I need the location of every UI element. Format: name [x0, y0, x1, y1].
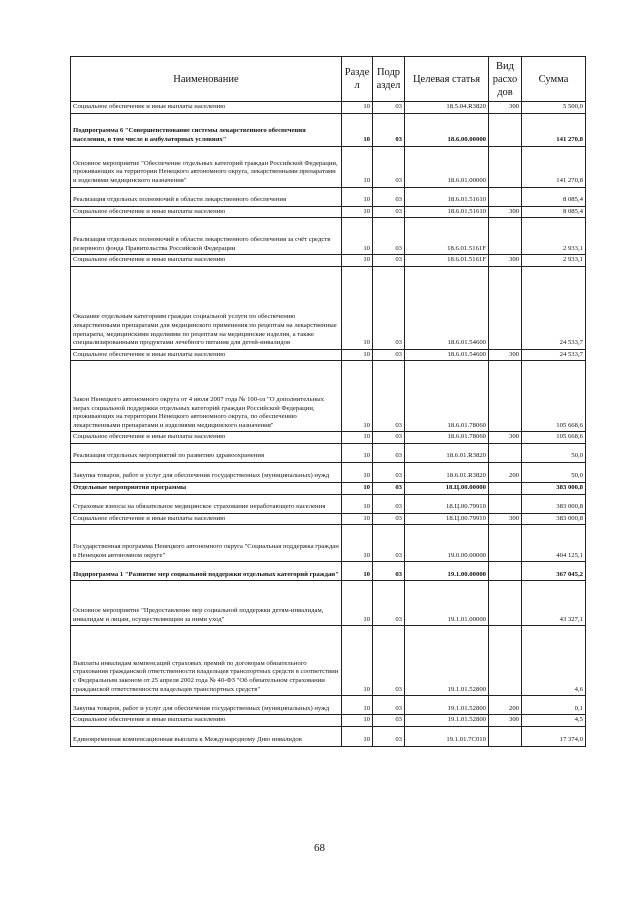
row-name: Социальное обеспечение и иные выплаты населению: [71, 255, 342, 267]
table-row: [71, 482, 586, 494]
row-target-article: 18.Ц.00.00000: [405, 482, 489, 494]
row-section: 10: [342, 146, 373, 187]
table-row: [71, 349, 586, 361]
row-amount: 2 933,1: [522, 255, 586, 267]
row-expense-type: 300: [489, 513, 522, 525]
row-section: 10: [342, 187, 373, 206]
row-target-article: 18.6.00.00000: [405, 113, 489, 146]
row-name: Социальное обеспечение и иные выплаты населению: [71, 715, 342, 727]
row-subsection: 03: [373, 443, 405, 462]
row-name: Реализация отдельных полномочий в области лекарственного обеспечения: [71, 187, 342, 206]
row-name: Основное мероприятие "Предоставление мер социальной поддержки детям-инвалидам, инвалидам и лицам, осуществляющим за ними уход": [71, 581, 342, 626]
row-target-article: 19.0.00.00000: [405, 525, 489, 562]
row-subsection: 03: [373, 113, 405, 146]
table-row: [71, 562, 586, 581]
row-section: 10: [342, 113, 373, 146]
row-amount: 105 668,6: [522, 432, 586, 444]
row-amount: 383 000,8: [522, 494, 586, 513]
row-amount: 4,5: [522, 715, 586, 727]
row-name: Реализация отдельных полномочий в области лекарственного обеспечения за счёт средств резервного фонда Правительства Российской Федерации: [71, 218, 342, 255]
row-expense-type: [489, 146, 522, 187]
row-expense-type: 200: [489, 696, 522, 715]
row-amount: 383 000,8: [522, 482, 586, 494]
row-expense-type: [489, 218, 522, 255]
row-expense-type: [489, 361, 522, 432]
row-amount: 24 533,7: [522, 349, 586, 361]
row-amount: 383 000,8: [522, 513, 586, 525]
row-subsection: 03: [373, 696, 405, 715]
table-row: [71, 102, 586, 114]
row-expense-type: [489, 443, 522, 462]
row-subsection: 03: [373, 626, 405, 696]
row-subsection: 03: [373, 255, 405, 267]
table-row: [71, 266, 586, 349]
row-amount: 8 085,4: [522, 187, 586, 206]
row-section: 10: [342, 696, 373, 715]
row-name: Отдельные мероприятия программы: [71, 482, 342, 494]
row-target-article: 19.1.01.52800: [405, 696, 489, 715]
budget-table: [70, 56, 586, 747]
row-expense-type: 300: [489, 432, 522, 444]
row-subsection: 03: [373, 146, 405, 187]
row-subsection: 03: [373, 187, 405, 206]
row-name: Единовременная компенсационная выплата к Международному Дню инвалидов: [71, 726, 342, 746]
row-name: Реализация отдельных мероприятий по развитию здравоохранения: [71, 443, 342, 462]
table-row: [71, 726, 586, 746]
table-row: [71, 513, 586, 525]
row-target-article: 18.6.01.51610: [405, 206, 489, 218]
row-subsection: 03: [373, 266, 405, 349]
table-row: [71, 255, 586, 267]
row-amount: 43 327,1: [522, 581, 586, 626]
row-target-article: 19.1.01.52800: [405, 715, 489, 727]
row-expense-type: [489, 562, 522, 581]
row-target-article: 18.6.01.78060: [405, 432, 489, 444]
header-name: Наименование: [71, 57, 342, 102]
table-row: [71, 443, 586, 462]
row-target-article: 18.6.01.R3820: [405, 443, 489, 462]
row-name: Социальное обеспечение и иные выплаты населению: [71, 513, 342, 525]
row-expense-type: 300: [489, 349, 522, 361]
row-target-article: 19.1.01.7С010: [405, 726, 489, 746]
row-section: 10: [342, 462, 373, 482]
row-expense-type: [489, 187, 522, 206]
row-expense-type: 300: [489, 102, 522, 114]
row-section: 10: [342, 581, 373, 626]
row-section: 10: [342, 361, 373, 432]
row-name: Закон Ненецкого автономного округа от 4 июля 2007 года № 100-оз "О дополнительных мерах социальной поддержки отдельных категорий граждан Российской Федерации, проживающих на территории Ненецкого автономного округа, по обеспечению лекарственными препаратами и изделиями медицинского назначения": [71, 361, 342, 432]
row-amount: 50,0: [522, 443, 586, 462]
table-header-row: [71, 57, 586, 102]
row-expense-type: [489, 726, 522, 746]
row-name: Социальное обеспечение и иные выплаты населению: [71, 349, 342, 361]
table-row: [71, 626, 586, 696]
row-target-article: 19.1.00.00000: [405, 562, 489, 581]
row-amount: 4,6: [522, 626, 586, 696]
row-expense-type: [489, 525, 522, 562]
table-row: [71, 361, 586, 432]
row-subsection: 03: [373, 361, 405, 432]
row-section: 10: [342, 715, 373, 727]
row-subsection: 03: [373, 432, 405, 444]
table-row: [71, 581, 586, 626]
table-row: [71, 218, 586, 255]
row-subsection: 03: [373, 218, 405, 255]
table-row: [71, 146, 586, 187]
row-target-article: 19.1.01.00000: [405, 581, 489, 626]
row-target-article: 18.6.01.54600: [405, 266, 489, 349]
row-section: 10: [342, 266, 373, 349]
row-amount: 5 500,0: [522, 102, 586, 114]
row-name: Подпрограмма 6 "Совершенствование системы лекарственного обеспечения населения, в том числе в амбулаторных условиях": [71, 113, 342, 146]
header-expense-type: Вид расхо дов: [489, 57, 522, 102]
row-name: Подпрограмма 1 "Развитие мер социальной поддержки отдельных категорий граждан": [71, 562, 342, 581]
row-expense-type: 300: [489, 255, 522, 267]
row-amount: 50,0: [522, 462, 586, 482]
row-target-article: 18.Ц.00.79910: [405, 494, 489, 513]
row-section: 10: [342, 432, 373, 444]
row-name: Выплаты инвалидам компенсаций страховых премий по договорам обязательного страхования гражданской ответственности владельцев транспортных средств в соответствии с Федеральным законом от 25 апреля 2002 года № 40-ФЗ "Об обязательном страховании гражданской ответственности владельцев транспортных средств": [71, 626, 342, 696]
row-amount: 0,1: [522, 696, 586, 715]
row-amount: 141 270,8: [522, 146, 586, 187]
row-section: 10: [342, 482, 373, 494]
row-amount: 24 533,7: [522, 266, 586, 349]
row-target-article: 18.6.01.78060: [405, 361, 489, 432]
row-subsection: 03: [373, 349, 405, 361]
row-expense-type: 300: [489, 206, 522, 218]
row-name: Оказание отдельным категориям граждан социальной услуги по обеспечению лекарственными препаратами для медицинского применения по рецептам на лекарственные препараты, медицинскими изделиями по рецептам на медицинские изделия, а также специализированными продуктами лечебного питания для детей-инвалидов: [71, 266, 342, 349]
row-target-article: 18.5.04.R3820: [405, 102, 489, 114]
page-number: 68: [314, 842, 325, 854]
row-name: Социальное обеспечение и иные выплаты населению: [71, 102, 342, 114]
row-section: 10: [342, 513, 373, 525]
row-subsection: 03: [373, 462, 405, 482]
row-section: 10: [342, 206, 373, 218]
table-row: [71, 696, 586, 715]
row-section: 10: [342, 726, 373, 746]
row-section: 10: [342, 102, 373, 114]
table-row: [71, 715, 586, 727]
row-target-article: 19.1.01.52800: [405, 626, 489, 696]
row-name: Закупка товаров, работ и услуг для обеспечения государственных (муниципальных) нужд: [71, 696, 342, 715]
row-expense-type: [489, 266, 522, 349]
row-name: Государственная программа Ненецкого автономного округа "Социальная поддержка граждан в Ненецком автономном округе": [71, 525, 342, 562]
row-target-article: 18.6.01.00000: [405, 146, 489, 187]
row-target-article: 18.6.01.51610: [405, 187, 489, 206]
row-target-article: 18.6.01.5161F: [405, 218, 489, 255]
row-expense-type: [489, 482, 522, 494]
row-amount: 17 374,0: [522, 726, 586, 746]
row-section: 10: [342, 494, 373, 513]
row-name: Закупка товаров, работ и услуг для обеспечения государственных (муниципальных) нужд: [71, 462, 342, 482]
row-expense-type: [489, 581, 522, 626]
row-expense-type: 200: [489, 462, 522, 482]
row-amount: 367 045,2: [522, 562, 586, 581]
table-row: [71, 113, 586, 146]
header-subsection: Подр аздел: [373, 57, 405, 102]
table-row: [71, 525, 586, 562]
row-subsection: 03: [373, 206, 405, 218]
row-section: 10: [342, 443, 373, 462]
row-section: 10: [342, 525, 373, 562]
row-subsection: 03: [373, 525, 405, 562]
row-subsection: 03: [373, 581, 405, 626]
row-name: Страховые взносы на обязательное медицинское страхование неработающего населения: [71, 494, 342, 513]
row-target-article: 18.6.01.54600: [405, 349, 489, 361]
row-name: Социальное обеспечение и иные выплаты населению: [71, 206, 342, 218]
row-section: 10: [342, 626, 373, 696]
row-subsection: 03: [373, 494, 405, 513]
row-target-article: 18.Ц.00.79910: [405, 513, 489, 525]
row-subsection: 03: [373, 726, 405, 746]
table-row: [71, 206, 586, 218]
row-expense-type: 300: [489, 715, 522, 727]
row-target-article: 18.6.01.5161F: [405, 255, 489, 267]
row-name: Социальное обеспечение и иные выплаты населению: [71, 432, 342, 444]
row-subsection: 03: [373, 482, 405, 494]
row-section: 10: [342, 349, 373, 361]
row-amount: 141 270,8: [522, 113, 586, 146]
table-row: [71, 494, 586, 513]
table-row: [71, 462, 586, 482]
row-subsection: 03: [373, 513, 405, 525]
row-subsection: 03: [373, 715, 405, 727]
row-expense-type: [489, 626, 522, 696]
row-subsection: 03: [373, 562, 405, 581]
row-section: 10: [342, 218, 373, 255]
table-row: [71, 432, 586, 444]
row-section: 10: [342, 255, 373, 267]
row-amount: 404 125,1: [522, 525, 586, 562]
header-amount: Сумма: [522, 57, 586, 102]
row-expense-type: [489, 113, 522, 146]
row-expense-type: [489, 494, 522, 513]
header-target-article: Целевая статья: [405, 57, 489, 102]
row-amount: 105 668,6: [522, 361, 586, 432]
header-section: Разде л: [342, 57, 373, 102]
row-subsection: 03: [373, 102, 405, 114]
row-target-article: 18.6.01.R3820: [405, 462, 489, 482]
row-name: Основное мероприятие "Обеспечение отдельных категорий граждан Российской Федерации, проживающих на территории Ненецкого автономного округа, лекарственными препаратами и изделиями медицинского назначения": [71, 146, 342, 187]
row-amount: 2 933,1: [522, 218, 586, 255]
row-amount: 8 085,4: [522, 206, 586, 218]
row-section: 10: [342, 562, 373, 581]
table-row: [71, 187, 586, 206]
